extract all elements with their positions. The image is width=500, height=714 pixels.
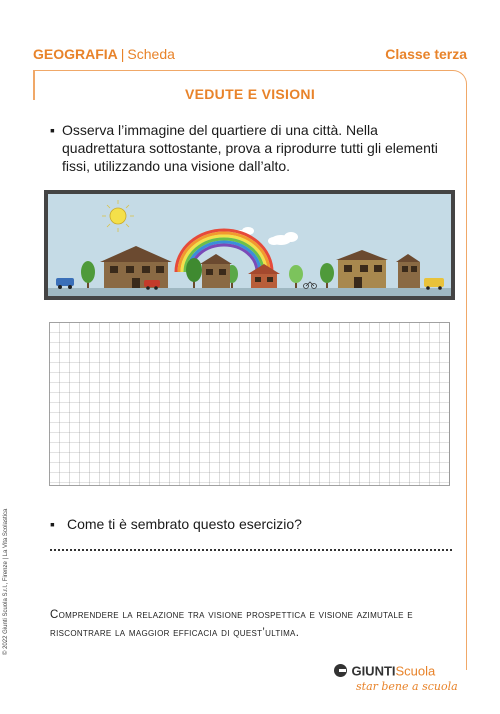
house-icon <box>248 264 280 288</box>
tree-icon <box>186 258 202 288</box>
question-bullet: ▪ <box>50 516 55 532</box>
page-title: VEDUTE E VISIONI <box>184 86 316 102</box>
tree-icon <box>81 261 95 288</box>
subject-label: GEOGRAFIA <box>33 46 118 62</box>
question-text: Come ti è sembrato questo esercizio? <box>66 516 302 532</box>
house-icon <box>200 254 232 288</box>
bicycle-icon <box>304 282 317 289</box>
copyright-note: © 2022 Giunti Scuola S.r.l., Firenze | La Vita Scolastica <box>3 508 9 655</box>
logo-brand-suffix: Scuola <box>395 663 436 679</box>
header-separator: | <box>120 46 125 62</box>
answer-line[interactable] <box>50 547 452 551</box>
giunti-logo-icon <box>334 664 347 677</box>
instruction-bullet: ▪ <box>50 122 55 138</box>
learning-goal: Comprendere la relazione tra visione prospettica e visione azimutale e riscontrare la maggior efficacia di quest’ultima. <box>50 609 413 639</box>
neighborhood-illustration <box>44 190 455 300</box>
drawing-grid[interactable] <box>49 322 450 486</box>
sun-icon <box>102 200 134 232</box>
section-label: Scheda <box>127 46 175 62</box>
logo-tagline: star bene a scuola <box>356 680 458 693</box>
house-icon <box>396 254 420 288</box>
question <box>50 516 302 532</box>
tree-icon <box>320 263 334 288</box>
instruction-text: Osserva l’immagine del quartiere di una città. Nella quadrettatura sottostante, prova a riprodurre tutti gli elementi fissi, utilizzando una visione dall’alto. <box>62 122 438 174</box>
neighborhood-scene <box>48 194 451 296</box>
logo-brand-name: GIUNTI <box>351 663 396 679</box>
house-icon <box>336 250 388 288</box>
car-icon <box>56 278 74 289</box>
street <box>48 288 451 296</box>
logo-brand <box>351 663 435 678</box>
header-subject <box>33 46 175 62</box>
tree-icon <box>289 265 303 288</box>
instruction <box>50 121 460 175</box>
house-icon <box>100 246 172 288</box>
cloud-icon <box>268 232 298 245</box>
grade-label: Classe terza <box>385 46 467 62</box>
publisher-logo <box>334 662 458 693</box>
